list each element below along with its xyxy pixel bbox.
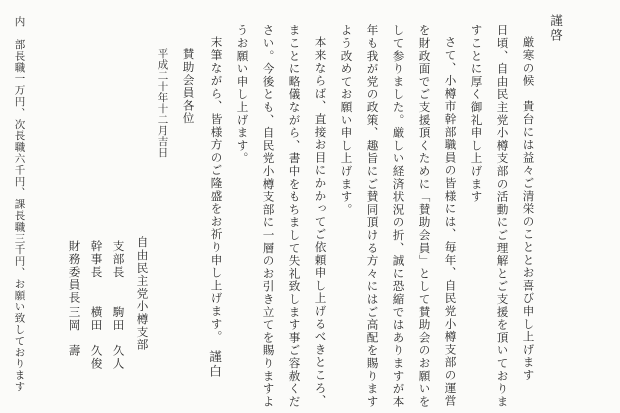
signer-name: 三岡 壽 bbox=[67, 306, 82, 358]
body-line: さい。今後とも、自民党小樽支部に一層のお引き立てを賜りますよ bbox=[261, 24, 276, 408]
body-line: を財政面でご支援頂くために「賛助会員」として賛助会のお願いを bbox=[417, 24, 432, 408]
body-line: まことに略儀ながら、書中をもちまして失礼致します事ご容赦くだ bbox=[287, 24, 302, 408]
body-line: 年も我が党の政策、趣旨にご賛同頂ける方々にはご高配を賜ります bbox=[365, 24, 380, 408]
signer-role: 幹事長 bbox=[89, 240, 104, 279]
body-line: よう改めてお願い申し上げます。 bbox=[339, 24, 354, 216]
body-line: 日頃、自由民主党小樽支部の活動にご理解とご支援を頂いておりま bbox=[495, 24, 510, 408]
body-line: すことに厚く御礼申し上げます bbox=[469, 24, 484, 204]
signer-role: 財務委員長 bbox=[67, 240, 82, 304]
body-line: 厳寒の候 貴台には益々ご清栄のこととお喜び申し上げます bbox=[521, 36, 536, 382]
signer-name: 横田 久俊 bbox=[89, 306, 104, 370]
closing-word: 謹白 bbox=[207, 350, 223, 379]
body-line: して参りました。厳しい経済状況の折、誠に恐縮ではありますが本 bbox=[391, 24, 406, 408]
body-line: さて、小樽市幹部職員の皆様には、毎年、自民党小樽支部の運営 bbox=[443, 36, 458, 408]
signer-role: 支部長 bbox=[111, 240, 126, 279]
addressee: 賛助会員各位 bbox=[181, 48, 196, 125]
org-name: 自由民主党小樽支部 bbox=[135, 236, 150, 352]
letter-date: 平成二十年十二月吉日 bbox=[156, 48, 169, 158]
body-line: 本来ならば、直接お目にかかってご依頼申し上げるべきところ、 bbox=[313, 36, 328, 408]
dues-note: 内 部長職一万円、次長職六千円、課長職三千円、お願い致しております bbox=[13, 16, 26, 393]
letter-title: 謹啓 bbox=[548, 14, 564, 43]
signer-name: 駒田 久人 bbox=[111, 306, 126, 370]
body-line: うお願い申し上げます。 bbox=[235, 24, 250, 165]
body-line: 末筆ながら、皆様方のご隆盛をお祈り申し上げます。 bbox=[209, 36, 224, 344]
